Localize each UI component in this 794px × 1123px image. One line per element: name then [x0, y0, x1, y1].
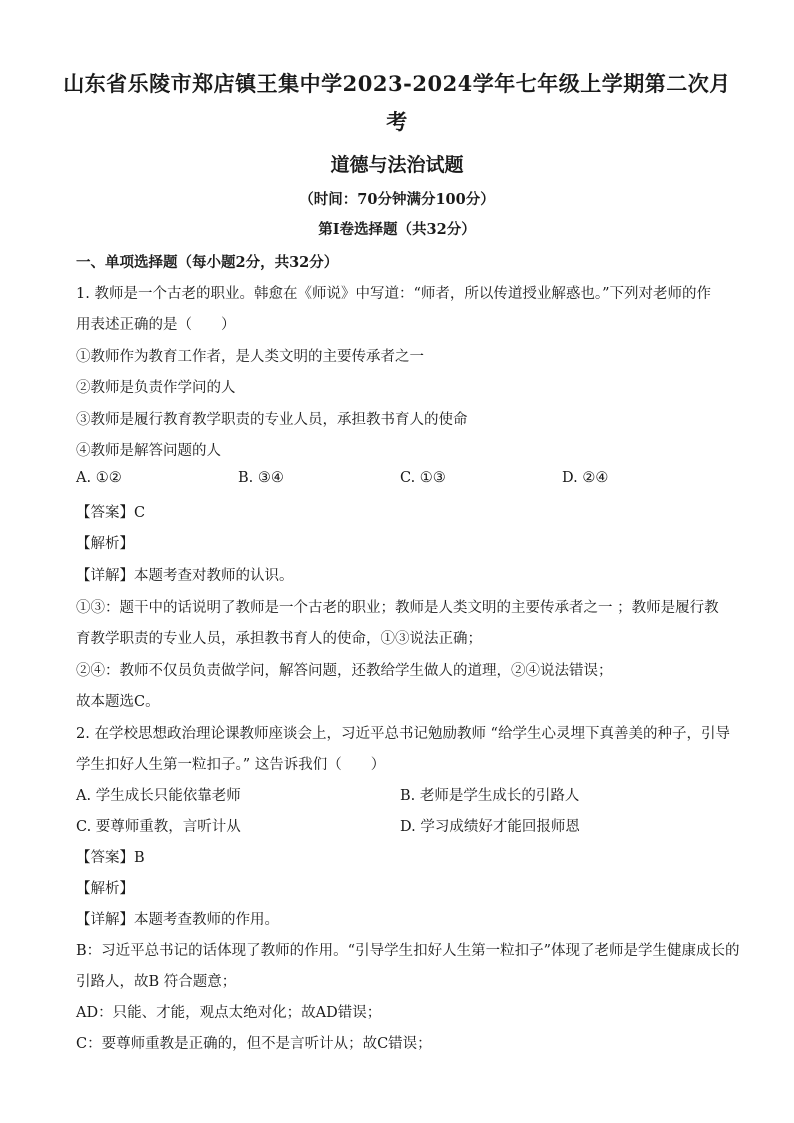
- q1-conclusion: 故本题选C。: [76, 694, 160, 710]
- q1-item-4: ④教师是解答问题的人: [76, 443, 221, 459]
- exam-title-line1: 山东省乐陵市郑店镇王集中学2023-2024学年七年级上学期第二次月: [63, 71, 731, 96]
- q2-option-d: D. 学习成绩好才能回报师恩: [400, 819, 580, 835]
- q2-option-c: C. 要尊师重教，言听计从: [76, 819, 241, 835]
- q1-explanation-1a: ①③：题干中的话说明了教师是一个古老的职业；教师是人类文明的主要传承者之一 ；教师是履行教: [76, 600, 719, 616]
- q2-option-a: A. 学生成长只能依靠老师: [76, 788, 241, 804]
- subject-title: 道德与法治试题: [330, 154, 464, 176]
- q2-explanation-2: AD：只能、才能，观点太绝对化；故AD错误；: [76, 1005, 382, 1021]
- q1-explanation-1b: 育教学职责的专业人员，承担教书育人的使命，①③说法正确；: [76, 631, 482, 647]
- q2-explanation-1a: B：习近平总书记的话体现了教师的作用。“引导学生扣好人生第一粒扣子”体现了老师是学生健康成长的: [76, 943, 740, 959]
- q2-explanation-1b: 引路人，故B 符合题意；: [76, 974, 237, 990]
- part-title: 第Ⅰ卷选择题（共32分）: [318, 221, 476, 238]
- time-info: （时间：70分钟满分100分）: [299, 191, 495, 208]
- exam-title-line2: 考: [386, 109, 408, 134]
- q2-detail: 【详解】本题考查教师的作用。: [76, 912, 279, 928]
- q1-option-b: B. ③④: [238, 470, 284, 486]
- q1-detail: 【详解】本题考查对教师的认识。: [76, 568, 294, 584]
- q2-answer: 【答案】B: [76, 850, 145, 866]
- q1-option-d: D. ②④: [562, 470, 609, 486]
- q1-stem-line1: 1. 教师是一个古老的职业。韩愈在《师说》中写道：“师者，所以传道授业解惑也。”下列对老师的作: [76, 286, 712, 302]
- q1-explanation-2: ②④：教师不仅员负责做学问，解答问题，还教给学生做人的道理，②④说法错误；: [76, 663, 613, 679]
- q1-analysis-label: 【解析】: [76, 536, 134, 552]
- q2-explanation-3: C：要尊师重教是正确的，但不是言听计从；故C错误；: [76, 1036, 432, 1052]
- q2-stem-line2: 学生扣好人生第一粒扣子。” 这告诉我们（ ）: [76, 757, 386, 773]
- q1-option-c: C. ①③: [400, 470, 446, 486]
- q1-stem-line2: 用表述正确的是（ ）: [76, 317, 236, 333]
- q1-option-a: A. ①②: [76, 470, 122, 486]
- q1-item-1: ①教师作为教育工作者，是人类文明的主要传承者之一: [76, 349, 424, 365]
- q1-item-2: ②教师是负责作学问的人: [76, 380, 236, 396]
- q1-item-3: ③教师是履行教育教学职责的专业人员，承担教书育人的使命: [76, 412, 468, 428]
- section-heading: 一、单项选择题（每小题2分，共32分）: [76, 254, 339, 271]
- q1-answer: 【答案】C: [76, 505, 146, 521]
- q2-option-b: B. 老师是学生成长的引路人: [400, 788, 580, 804]
- q2-stem-line1: 2. 在学校思想政治理论课教师座谈会上，习近平总书记勉励教师 “给学生心灵埋下真善美的种子，引导: [76, 726, 730, 742]
- q2-analysis-label: 【解析】: [76, 881, 134, 897]
